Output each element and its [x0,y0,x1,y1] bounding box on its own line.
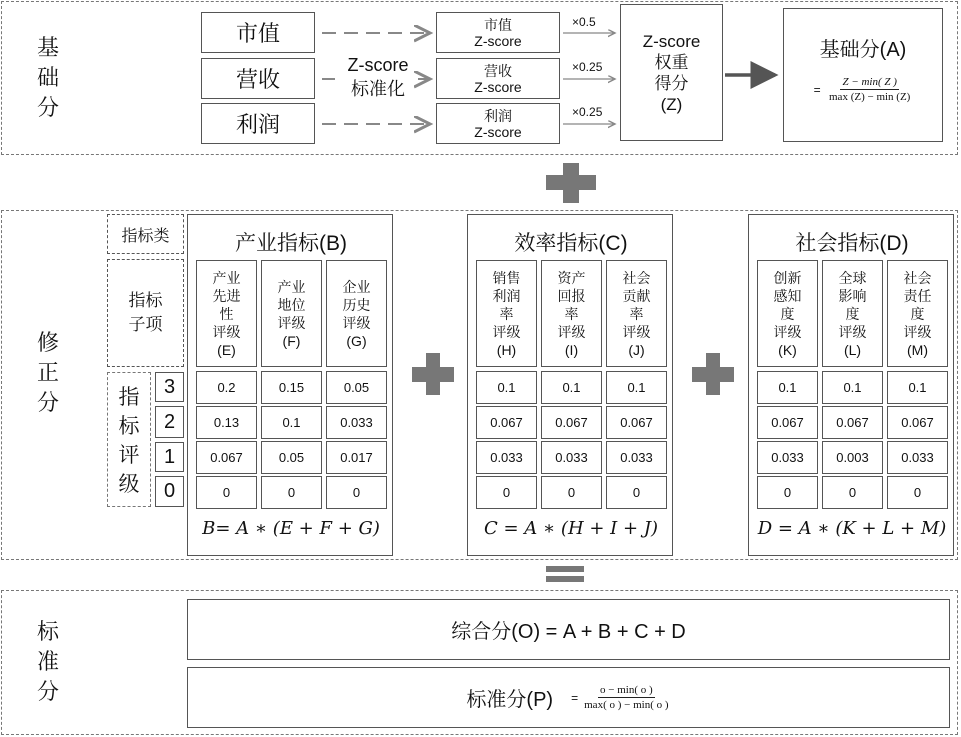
rating-cell: 0 [606,476,667,509]
group-formula-industry: B= A ∗ (E + F + G) [202,518,380,539]
standard-score-box: 标准分(P) = $\frac{o - \min( o )}{\max( o ) - \min( o )}$ [187,667,950,728]
rating-cell: 0.067 [757,406,818,439]
rating-cell: 0.1 [476,371,537,404]
group-title-industry: 产业指标(B) [235,232,347,255]
rating-cell: 0 [887,476,948,509]
correction-section-label: 修 正 分 [36,330,59,415]
source-profit: 利润 [201,103,315,144]
zscore-standardize-label: Z-score 标准化 [333,53,423,101]
rating-level-2: 2 [155,406,184,438]
base-score-title: 基础分(A) [819,39,907,61]
rating-level-1: 1 [155,442,184,472]
rating-cell: 0.067 [822,406,883,439]
group-industry [187,214,393,556]
source-market-cap: 市值 [201,12,315,53]
source-revenue: 营收 [201,58,315,99]
column-header: 销售 利润 率 评级 (H) [476,260,537,367]
rating-cell: 0.1 [541,371,602,404]
column-header: 创新 感知 度 评级 (K) [757,260,818,367]
rating-cell: 0 [822,476,883,509]
rating-cell: 0.003 [822,441,883,474]
rating-cell: 0 [757,476,818,509]
plus-icon-base-correction [546,163,596,203]
column-header: 社会 责任 度 评级 (M) [887,260,948,367]
standard-section-label: 标 准 分 [36,619,59,704]
weight-profit: ×0.25 [572,105,603,119]
base-score-box [783,8,943,142]
group-efficiency [467,214,673,556]
column-header: 企业 历史 评级 (G) [326,260,387,367]
group-formula-social: D = A ∗ (K + L + M) [757,518,947,539]
rating-cell: 0.033 [757,441,818,474]
zscore-market-cap: 市值 Z-score [436,12,560,53]
group-title-social: 社会指标(D) [795,232,909,255]
rating-cell: 0.067 [887,406,948,439]
plus-icon-group-1-2 [412,353,454,395]
rating-cell: 0.033 [326,406,387,439]
rating-cell: 0.05 [261,441,322,474]
rating-cell: 0 [196,476,257,509]
composite-score-box: 综合分(O) = A + B + C + D [187,599,950,660]
rating-cell: 0.067 [606,406,667,439]
column-header: 产业 地位 评级 (F) [261,260,322,367]
rating-cell: 0.2 [196,371,257,404]
rating-cell: 0.1 [757,371,818,404]
column-header: 社会 贡献 率 评级 (J) [606,260,667,367]
rating-cell: 0 [326,476,387,509]
rating-cell: 0.1 [822,371,883,404]
rating-cell: 0.067 [476,406,537,439]
rating-label: 指 标 评 级 [107,372,151,507]
rating-cell: 0.033 [606,441,667,474]
zscore-revenue: 营收 Z-score [436,58,560,99]
rating-level-3: 3 [155,372,184,402]
rating-level-0: 0 [155,476,184,507]
group-social [748,214,954,556]
subitem-label: 指标 子项 [107,259,184,367]
zscore-profit: 利润 Z-score [436,103,560,144]
rating-cell: 0.13 [196,406,257,439]
rating-cell: 0.1 [887,371,948,404]
weighted-score-box: Z-score 权重 得分 (Z) [620,4,723,141]
rating-cell: 0.017 [326,441,387,474]
column-header: 产业 先进 性 评级 (E) [196,260,257,367]
indicator-class-label: 指标类 [107,214,184,254]
equals-icon [546,566,584,584]
rating-cell: 0 [541,476,602,509]
plus-icon-group-2-3 [692,353,734,395]
column-header: 资产 回报 率 评级 (I) [541,260,602,367]
rating-cell: 0.15 [261,371,322,404]
rating-cell: 0 [261,476,322,509]
rating-cell: 0.033 [887,441,948,474]
rating-cell: 0 [476,476,537,509]
rating-cell: 0.067 [196,441,257,474]
rating-cell: 0.067 [541,406,602,439]
column-header: 全球 影响 度 评级 (L) [822,260,883,367]
weight-market-cap: ×0.5 [572,15,596,29]
weight-revenue: ×0.25 [572,60,603,74]
rating-cell: 0.033 [541,441,602,474]
group-title-efficiency: 效率指标(C) [514,232,628,255]
rating-cell: 0.1 [261,406,322,439]
rating-cell: 0.05 [326,371,387,404]
rating-cell: 0.1 [606,371,667,404]
base-section-label: 基 础 分 [36,35,59,120]
rating-cell: 0.033 [476,441,537,474]
group-formula-efficiency: C = A ∗ (H + I + J) [483,518,659,539]
base-score-formula: = $\frac{Z - \min( Z )}{\max (Z) - \min (Z)}$ [813,76,911,103]
